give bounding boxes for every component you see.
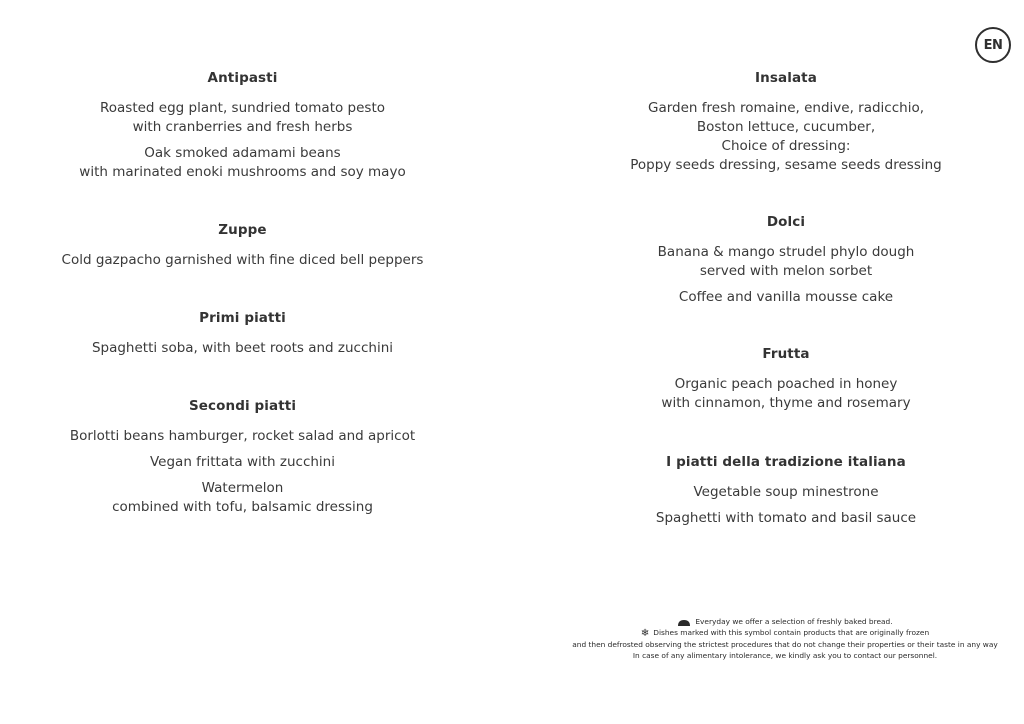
- allergy-note: In case of any alimentary intolerance, we kindly ask you to contact our personnel.: [632, 650, 938, 660]
- dish-line: Spaghetti with tomato and basil sauce: [655, 510, 917, 526]
- dish-item: [0, 251, 485, 270]
- dish-line: Poppy seeds dressing, sesame seeds dressing: [630, 157, 942, 173]
- section-title: Primi piatti: [199, 310, 286, 326]
- dish-line: Coffee and vanilla mousse cake: [678, 289, 894, 305]
- menu-section: [0, 70, 485, 189]
- dish-item: [530, 509, 1024, 528]
- bread-note-text: Everyday we offer a selection of freshly baked bread.: [695, 617, 893, 626]
- dish-line: Vegan frittata with zucchini: [150, 454, 335, 470]
- menu-section: [530, 214, 1024, 314]
- menu-section: [530, 346, 1024, 420]
- dish-line: Spaghetti soba, with beet roots and zucchini: [91, 340, 394, 356]
- frozen-note-text: Dishes marked with this symbol contain products that are originally frozen: [653, 628, 930, 637]
- dish-item: [530, 243, 1024, 281]
- frozen-note: [560, 627, 1010, 639]
- footer-notes: [560, 616, 1010, 661]
- dish-line: Boston lettuce, cucumber,: [696, 119, 876, 135]
- dish-line: Vegetable soup minestrone: [693, 484, 879, 500]
- dish-line: Banana & mango strudel phylo dough: [657, 244, 915, 260]
- language-badge[interactable]: [975, 27, 1011, 63]
- dish-line: Choice of dressing:: [721, 138, 851, 154]
- dish-line: Watermelon: [201, 480, 284, 496]
- dish-item: [0, 144, 485, 182]
- section-title: Zuppe: [218, 222, 267, 238]
- dish-item: [0, 99, 485, 137]
- bread-note: [560, 616, 1010, 627]
- dish-line: Roasted egg plant, sundried tomato pesto: [99, 100, 386, 116]
- menu-section: [0, 310, 485, 365]
- section-title: Dolci: [766, 214, 806, 230]
- menu-section: [0, 398, 485, 524]
- dish-line: served with melon sorbet: [699, 263, 873, 279]
- dish-item: [0, 479, 485, 517]
- language-badge-label: EN: [983, 37, 1003, 53]
- section-title: Secondi piatti: [188, 398, 297, 414]
- menu-section: [0, 222, 485, 277]
- dish-item: [530, 99, 1024, 175]
- section-title: Insalata: [755, 70, 817, 86]
- snowflake-icon: ❄: [640, 627, 650, 639]
- frozen-note-2: and then defrosted observing the strictest procedures that do not change their properties or their taste in any way: [572, 639, 998, 649]
- menu-section: [530, 70, 1024, 182]
- dish-line: combined with tofu, balsamic dressing: [112, 499, 373, 515]
- dish-item: [530, 288, 1024, 307]
- section-title: Antipasti: [207, 70, 278, 86]
- dish-line: Oak smoked adamami beans: [144, 145, 341, 161]
- dish-line: Garden fresh romaine, endive, radicchio,: [648, 100, 924, 116]
- menu-section: [530, 454, 1024, 535]
- bread-icon: [677, 619, 691, 626]
- dish-item: [530, 483, 1024, 502]
- dish-line: with marinated enoki mushrooms and soy mayo: [79, 164, 406, 180]
- dish-line: with cinnamon, thyme and rosemary: [661, 395, 911, 411]
- dish-line: with cranberries and fresh herbs: [132, 119, 353, 135]
- dish-item: [530, 375, 1024, 413]
- section-title: I piatti della tradizione italiana: [666, 454, 906, 470]
- dish-line: Organic peach poached in honey: [674, 376, 898, 392]
- dish-item: [0, 427, 485, 446]
- dish-line: Borlotti beans hamburger, rocket salad and apricot: [69, 428, 416, 444]
- section-title: Frutta: [762, 346, 810, 362]
- dish-item: [0, 339, 485, 358]
- dish-item: [0, 453, 485, 472]
- dish-line: Cold gazpacho garnished with fine diced bell peppers: [61, 252, 424, 268]
